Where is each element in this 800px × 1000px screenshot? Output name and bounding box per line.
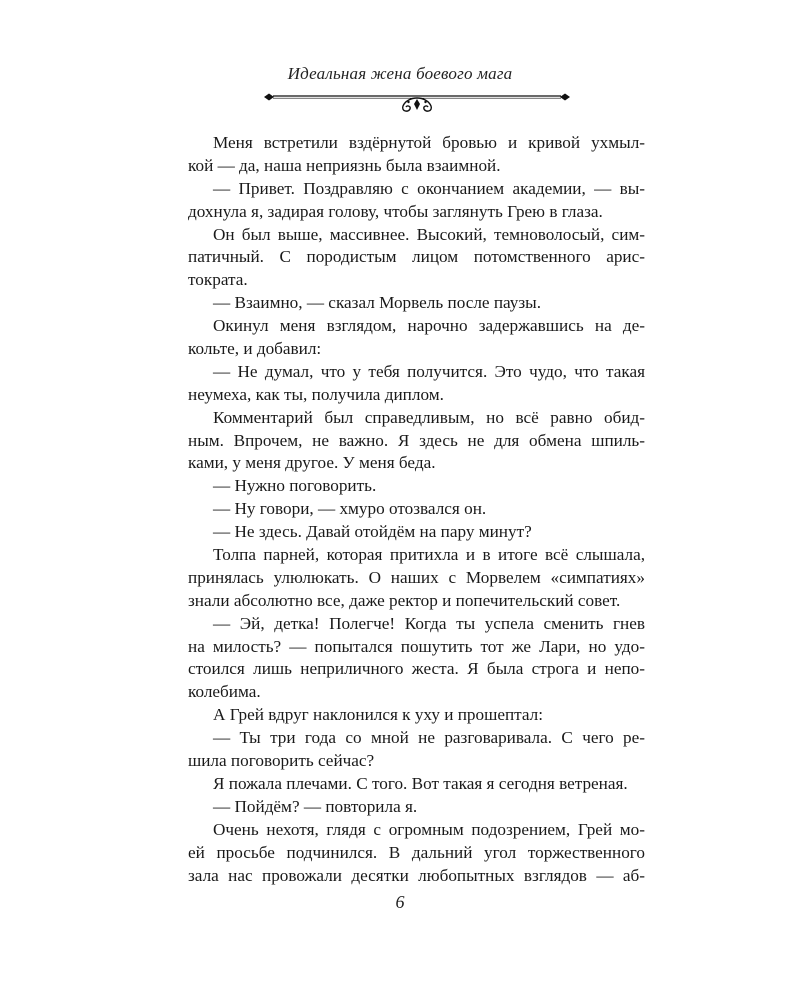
text-line: — Эй, детка! Полегче! Когда ты успела сменить гнев xyxy=(213,613,645,633)
text-line: неумеха, как ты, получила диплом. xyxy=(188,384,444,404)
text-line: Очень нехотя, глядя с огромным подозрением, Грей мо- xyxy=(213,819,645,839)
text-line: — Взаимно, — сказал Морвель после паузы. xyxy=(213,293,542,313)
text-line: на милость? — попытался пошутить тот же Лари, но удо- xyxy=(188,636,645,656)
text-line: Меня встретили вздёрнутой бровью и кривой ухмыл- xyxy=(213,133,645,152)
text-line: ным. Впрочем, не важно. Я здесь не для обмена шпиль- xyxy=(188,430,645,450)
body-text xyxy=(188,132,645,887)
header-ornament xyxy=(262,84,572,114)
text-line: тократа. xyxy=(188,270,248,290)
text-line: знали абсолютно все, даже ректор и попечительский совет. xyxy=(188,590,621,610)
text-line: ей просьбе подчинился. В дальний угол торжественного xyxy=(188,842,645,862)
running-head xyxy=(0,64,800,84)
text-line: принялась улюлюкать. О наших с Морвелем «симпатиях» xyxy=(188,567,645,587)
text-line: Комментарий был справедливым, но всё равно обид- xyxy=(213,407,645,427)
text-line: кольте, и добавил: xyxy=(188,339,322,359)
text-line: стоился лишь неприличного жеста. Я была строга и непо- xyxy=(188,659,645,679)
text-line: Толпа парней, которая притихла и в итоге всё слышала, xyxy=(213,545,645,565)
text-line: Я пожала плечами. С того. Вот такая я сегодня ветреная. xyxy=(213,773,628,793)
text-line: патичный. С породистым лицом потомственного арис- xyxy=(188,247,645,267)
text-line: ками, у меня другое. У меня беда. xyxy=(188,453,436,473)
text-line: дохнула я, задирая голову, чтобы заглянуть Грею в глаза. xyxy=(188,201,603,221)
text-line: — Не думал, что у тебя получится. Это чудо, что такая xyxy=(213,361,645,381)
text-line: — Ты три года со мной не разговаривала. С чего ре- xyxy=(213,728,645,748)
text-line: — Нужно поговорить. xyxy=(213,476,377,496)
text-line: — Ну говори, — хмуро отозвался он. xyxy=(213,499,487,519)
page-number: 6 xyxy=(395,892,405,912)
running-title: Идеальная жена боевого мага xyxy=(287,64,513,83)
text-line: шила поговорить сейчас? xyxy=(188,751,375,771)
text-line: кой — да, наша неприязнь была взаимной. xyxy=(188,155,501,175)
text-line: Окинул меня взглядом, нарочно задержавшись на де- xyxy=(213,316,645,336)
text-line: — Не здесь. Давай отойдём на пару минут? xyxy=(213,522,532,542)
text-line: — Привет. Поздравляю с окончанием академии, — вы- xyxy=(213,178,645,198)
text-line: А Грей вдруг наклонился к уху и прошептал: xyxy=(213,705,544,725)
text-line: Он был выше, массивнее. Высокий, темноволосый, сим- xyxy=(213,224,645,244)
text-line: зала нас провожали десятки любопытных взглядов — аб- xyxy=(188,865,645,885)
text-line: колебима. xyxy=(188,682,261,702)
text-line: — Пойдём? — повторила я. xyxy=(213,796,418,816)
